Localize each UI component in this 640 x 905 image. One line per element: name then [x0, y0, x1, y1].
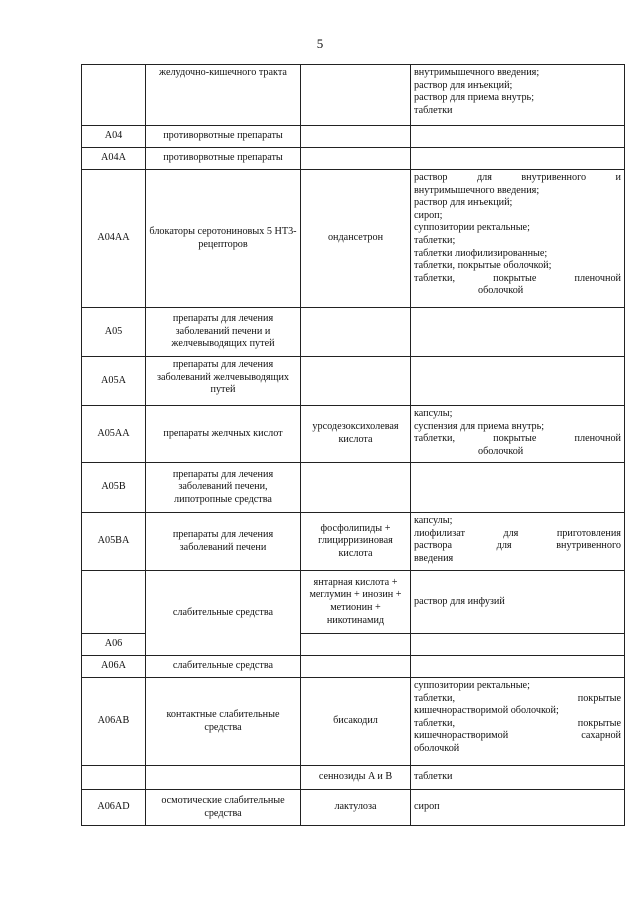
dosage-form: раствор для инъекций; — [414, 79, 513, 91]
drug-name: бисакодил — [301, 678, 411, 766]
dosage-forms — [411, 766, 625, 790]
dosage-form: суппозитории ректальные; — [414, 222, 530, 234]
atc-group: осмотические слабительные средства — [146, 790, 301, 826]
dosage-form: введения — [414, 552, 454, 564]
atc-code: A06A — [82, 656, 146, 678]
dosage-form: таблетки, покрытые оболочкой; — [414, 260, 552, 272]
drug-name: сеннозиды A и B — [301, 766, 411, 790]
drug-table — [81, 64, 625, 826]
drug-name: янтарная кислота + меглумин + инозин + метионин + никотинамид — [301, 571, 411, 634]
dosage-forms — [411, 634, 625, 656]
table-row — [82, 148, 625, 170]
dosage-forms — [411, 790, 625, 826]
drug-name — [301, 126, 411, 148]
table-row — [82, 170, 625, 308]
atc-code — [82, 571, 146, 634]
dosage-form: оболочкой — [478, 445, 524, 457]
dosage-form: суспензия для приема внутрь; — [414, 420, 545, 432]
atc-code: A06 — [82, 634, 146, 656]
dosage-form: капсулы; — [414, 515, 453, 526]
table-row — [82, 678, 625, 766]
dosage-form: сироп; — [414, 209, 443, 221]
dosage-form: лиофилизат для приготовления — [414, 527, 621, 539]
dosage-form: кишечнорастворимой сахарной — [414, 730, 621, 742]
dosage-forms — [411, 678, 625, 766]
drug-name — [301, 308, 411, 357]
dosage-form: таблетки лиофилизированные; — [414, 247, 548, 259]
atc-group: блокаторы серотониновых 5 HT3-рецепторов — [146, 170, 301, 308]
drug-name — [301, 357, 411, 406]
dosage-form: капсулы; — [414, 408, 453, 419]
dosage-form: внутримышечного введения; — [414, 184, 540, 196]
dosage-form: внутримышечного введения; — [414, 67, 540, 78]
dosage-form: сироп — [414, 801, 440, 813]
dosage-forms — [411, 571, 625, 634]
atc-code: A04 — [82, 126, 146, 148]
atc-group: слабительные средства — [146, 571, 301, 656]
dosage-forms — [411, 406, 625, 463]
atc-code: A04A — [82, 148, 146, 170]
dosage-forms — [411, 463, 625, 513]
table-row — [82, 65, 625, 126]
dosage-forms — [411, 656, 625, 678]
dosage-form: таблетки, покрытые — [414, 717, 621, 729]
table-row — [82, 406, 625, 463]
atc-code: A05A — [82, 357, 146, 406]
atc-group: желудочно-кишечного тракта — [146, 65, 301, 126]
atc-group: контактные слабительные средства — [146, 678, 301, 766]
atc-group: препараты для лечения заболеваний печени, липотропные средства — [146, 463, 301, 513]
table-row — [82, 656, 625, 678]
dosage-form: таблетки, покрытые пленочной — [414, 272, 621, 284]
atc-group: противорвотные препараты — [146, 126, 301, 148]
drug-name — [301, 656, 411, 678]
dosage-form: таблетки, покрытые пленочной — [414, 433, 621, 445]
drug-name — [301, 634, 411, 656]
atc-group: препараты для лечения заболеваний печени и желчевыводящих путей — [146, 308, 301, 357]
page-number: 5 — [316, 36, 324, 51]
atc-code: A04AA — [82, 170, 146, 308]
table-row — [82, 126, 625, 148]
dosage-form: таблетки, покрытые — [414, 692, 621, 704]
table-row — [82, 463, 625, 513]
dosage-forms — [411, 148, 625, 170]
drug-name: ондансетрон — [301, 170, 411, 308]
table-row — [82, 571, 625, 634]
drug-name: урсодезоксихолевая кислота — [301, 406, 411, 463]
atc-code: A05AA — [82, 406, 146, 463]
dosage-form: таблетки — [414, 771, 453, 783]
table-row — [82, 357, 625, 406]
dosage-form: таблетки — [414, 104, 453, 116]
dosage-form: раствор для инъекций; — [414, 197, 513, 209]
atc-code: A06AB — [82, 678, 146, 766]
drug-name — [301, 463, 411, 513]
dosage-form: раствор для внутривенного и — [414, 172, 621, 183]
dosage-form: оболочкой — [478, 285, 524, 297]
atc-code: A06AD — [82, 790, 146, 826]
dosage-form: раствора для внутривенного — [414, 540, 621, 552]
drug-name — [301, 65, 411, 126]
atc-code: A05 — [82, 308, 146, 357]
atc-group: препараты для лечения заболеваний печени — [146, 513, 301, 571]
atc-group: препараты для лечения заболеваний желчевыводящих путей — [146, 357, 301, 406]
atc-group — [146, 766, 301, 790]
dosage-forms — [411, 65, 625, 126]
dosage-forms — [411, 308, 625, 357]
atc-code: A05B — [82, 463, 146, 513]
atc-group: слабительные средства — [146, 656, 301, 678]
table-row — [82, 790, 625, 826]
dosage-forms — [411, 126, 625, 148]
atc-code — [82, 766, 146, 790]
dosage-form: суппозитории ректальные; — [414, 680, 530, 691]
dosage-forms — [411, 170, 625, 308]
dosage-form: оболочкой — [414, 742, 460, 754]
dosage-forms — [411, 513, 625, 571]
dosage-form: раствор для приема внутрь; — [414, 92, 535, 104]
dosage-form: кишечнорастворимой оболочкой; — [414, 705, 559, 717]
drug-name: фосфолипиды + глицирризиновая кислота — [301, 513, 411, 571]
atc-group: препараты желчных кислот — [146, 406, 301, 463]
table-row — [82, 766, 625, 790]
table-row — [82, 513, 625, 571]
atc-code: A05BA — [82, 513, 146, 571]
dosage-form: раствор для инфузий — [414, 595, 505, 607]
atc-code — [82, 65, 146, 126]
atc-group: противорвотные препараты — [146, 148, 301, 170]
table-row — [82, 308, 625, 357]
drug-name — [301, 148, 411, 170]
drug-name: лактулоза — [301, 790, 411, 826]
dosage-forms — [411, 357, 625, 406]
dosage-form: таблетки; — [414, 234, 456, 246]
